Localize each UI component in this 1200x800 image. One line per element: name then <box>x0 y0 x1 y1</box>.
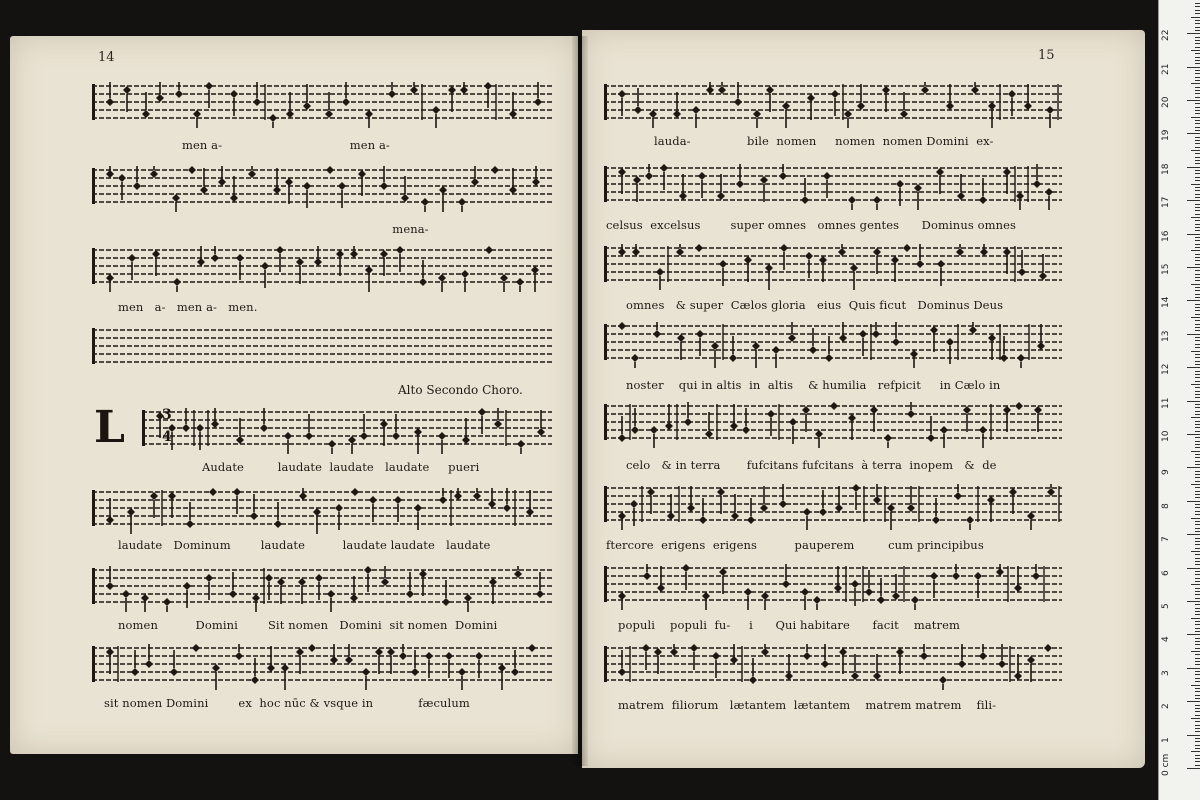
book-gutter <box>572 36 588 766</box>
ruler-minor-tick <box>1195 20 1200 21</box>
time-signature-bottom: 4 <box>162 429 172 445</box>
page-number-right: 15 <box>1038 48 1055 63</box>
ruler-minor-tick <box>1195 290 1200 291</box>
ruler-minor-tick <box>1195 424 1200 425</box>
ruler-minor-tick <box>1195 190 1200 191</box>
ruler-label: 3 <box>1161 670 1171 676</box>
music-staff <box>604 82 1062 128</box>
ruler-minor-tick <box>1195 454 1200 455</box>
ruler-minor-tick <box>1195 414 1200 415</box>
ruler-minor-tick <box>1195 541 1200 542</box>
left-lyric-7: sit nomen Domini ex hoc nūc & vsque in fæculum <box>104 696 470 710</box>
ruler-minor-tick <box>1195 477 1200 478</box>
ruler-minor-tick <box>1195 561 1200 562</box>
ruler-minor-tick <box>1195 464 1200 465</box>
ruler-tick <box>1187 367 1200 368</box>
ruler-minor-tick <box>1195 574 1200 575</box>
ruler-minor-tick <box>1195 554 1200 555</box>
ruler-label: 5 <box>1161 603 1171 609</box>
ruler-minor-tick <box>1195 177 1200 178</box>
ruler-minor-tick <box>1195 310 1200 311</box>
ruler-minor-tick <box>1195 73 1200 74</box>
ruler-minor-tick <box>1195 705 1200 706</box>
ruler-tick <box>1187 334 1200 335</box>
right-lyric-1: lauda- bile nomen nomen nomen Domini ex- <box>654 134 994 148</box>
ruler-minor-tick <box>1195 297 1200 298</box>
ruler-tick <box>1187 434 1200 435</box>
ruler-minor-tick <box>1195 13 1200 14</box>
ruler-minor-tick <box>1191 50 1200 51</box>
ruler-minor-tick <box>1195 361 1200 362</box>
ruler-minor-tick <box>1195 447 1200 448</box>
ruler-minor-tick <box>1195 40 1200 41</box>
ruler-minor-tick <box>1195 461 1200 462</box>
ruler-minor-tick <box>1195 377 1200 378</box>
ruler-minor-tick <box>1195 604 1200 605</box>
ruler-minor-tick <box>1195 594 1200 595</box>
ruler-tick <box>1187 735 1200 736</box>
right-lyric-5: celo & in terra fufcitans fufcitans à terra inopem & de <box>626 458 997 472</box>
ruler-minor-tick <box>1195 628 1200 629</box>
ruler-minor-tick <box>1191 551 1200 552</box>
music-staff <box>92 82 552 128</box>
ruler-minor-tick <box>1195 107 1200 108</box>
ruler-minor-tick <box>1195 90 1200 91</box>
ruler-minor-tick <box>1191 217 1200 218</box>
ruler-minor-tick <box>1195 521 1200 522</box>
ruler-minor-tick <box>1195 708 1200 709</box>
ruler-minor-tick <box>1195 507 1200 508</box>
ruler-minor-tick <box>1195 220 1200 221</box>
ruler-label: 12 <box>1161 363 1171 376</box>
ruler-minor-tick <box>1191 317 1200 318</box>
ruler-minor-tick <box>1195 180 1200 181</box>
ruler-minor-tick <box>1195 721 1200 722</box>
ruler-minor-tick <box>1195 411 1200 412</box>
right-lyric-4: noster qui in altis in altis & humilia refpicit in Cælo in <box>626 378 1001 392</box>
ruler-minor-tick <box>1195 711 1200 712</box>
ruler-minor-tick <box>1191 417 1200 418</box>
ruler-minor-tick <box>1195 43 1200 44</box>
right-lyric-2: celsus excelsus super omnes omnes gentes Dominus omnes <box>606 218 1017 232</box>
ruler-tick <box>1187 534 1200 535</box>
ruler-minor-tick <box>1195 170 1200 171</box>
ruler-tick <box>1187 200 1200 201</box>
ruler-minor-tick <box>1195 63 1200 64</box>
ruler-minor-tick <box>1195 421 1200 422</box>
ruler-minor-tick <box>1195 371 1200 372</box>
ruler-minor-tick <box>1195 397 1200 398</box>
ruler-minor-tick <box>1195 765 1200 766</box>
ruler-minor-tick <box>1195 738 1200 739</box>
ruler-minor-tick <box>1195 664 1200 665</box>
ruler-minor-tick <box>1191 17 1200 18</box>
ruler-minor-tick <box>1195 381 1200 382</box>
music-staff <box>92 246 552 292</box>
ruler-minor-tick <box>1195 504 1200 505</box>
ruler-label: 2 <box>1161 703 1171 710</box>
ruler-label: 9 <box>1161 469 1171 476</box>
ruler-minor-tick <box>1195 320 1200 321</box>
ruler-label: 4 <box>1161 636 1171 643</box>
ruler-minor-tick <box>1195 654 1200 655</box>
ruler-minor-tick <box>1195 344 1200 345</box>
ruler-minor-tick <box>1191 351 1200 352</box>
ruler-minor-tick <box>1195 330 1200 331</box>
ruler-minor-tick <box>1195 431 1200 432</box>
ruler-label: 15 <box>1161 263 1171 275</box>
ruler-minor-tick <box>1191 718 1200 719</box>
ruler-minor-tick <box>1195 93 1200 94</box>
ruler-label: 8 <box>1161 503 1171 509</box>
ruler-minor-tick <box>1195 260 1200 261</box>
left-lyric-1: men a- men a- <box>182 138 390 152</box>
left-lyric-2: mena- <box>182 222 429 236</box>
ruler-minor-tick <box>1195 47 1200 48</box>
ruler-tick <box>1187 467 1200 468</box>
ruler-tick <box>1187 401 1200 402</box>
ruler-minor-tick <box>1195 314 1200 315</box>
ruler-minor-tick <box>1195 143 1200 144</box>
ruler-minor-tick <box>1195 364 1200 365</box>
ruler-minor-tick <box>1195 681 1200 682</box>
ruler-minor-tick <box>1195 277 1200 278</box>
ruler-minor-tick <box>1195 340 1200 341</box>
ruler-label: 13 <box>1161 330 1171 342</box>
ruler-minor-tick <box>1195 197 1200 198</box>
ruler-minor-tick <box>1195 614 1200 615</box>
ruler-minor-tick <box>1195 270 1200 271</box>
ruler-minor-tick <box>1191 651 1200 652</box>
ruler-minor-tick <box>1195 354 1200 355</box>
ruler-label: 18 <box>1161 163 1171 175</box>
measuring-ruler <box>1158 0 1200 800</box>
music-staff <box>604 484 1062 530</box>
left-lyric-3: men a- men a- men. <box>118 300 258 314</box>
ruler-tick <box>1187 701 1200 702</box>
ruler-minor-tick <box>1195 758 1200 759</box>
ruler-minor-tick <box>1191 751 1200 752</box>
music-staff <box>604 322 1062 368</box>
ruler-minor-tick <box>1195 514 1200 515</box>
ruler-minor-tick <box>1191 117 1200 118</box>
ruler-minor-tick <box>1195 23 1200 24</box>
ruler-minor-tick <box>1195 347 1200 348</box>
ruler-minor-tick <box>1195 77 1200 78</box>
ruler-minor-tick <box>1195 160 1200 161</box>
ruler-minor-tick <box>1195 307 1200 308</box>
ruler-minor-tick <box>1195 123 1200 124</box>
ruler-minor-tick <box>1195 394 1200 395</box>
ruler-minor-tick <box>1195 157 1200 158</box>
ruler-minor-tick <box>1195 391 1200 392</box>
ruler-minor-tick <box>1195 441 1200 442</box>
ruler-minor-tick <box>1195 257 1200 258</box>
ruler-minor-tick <box>1195 624 1200 625</box>
ruler-minor-tick <box>1195 103 1200 104</box>
ruler-label: 17 <box>1161 196 1171 209</box>
ruler-minor-tick <box>1195 210 1200 211</box>
ruler-minor-tick <box>1195 678 1200 679</box>
initial-letter: L <box>94 402 125 453</box>
ruler-minor-tick <box>1195 147 1200 148</box>
ruler-minor-tick <box>1195 110 1200 111</box>
ruler-tick <box>1187 100 1200 101</box>
ruler-label: 0 cm <box>1161 753 1171 776</box>
ruler-minor-tick <box>1195 491 1200 492</box>
ruler-minor-tick <box>1195 163 1200 164</box>
ruler-minor-tick <box>1195 80 1200 81</box>
ruler-minor-tick <box>1195 725 1200 726</box>
ruler-label: 22 <box>1161 29 1171 42</box>
ruler-minor-tick <box>1191 83 1200 84</box>
section-title: Alto Secondo Choro. <box>398 383 523 397</box>
ruler-minor-tick <box>1195 357 1200 358</box>
left-lyric-6: nomen Domini Sit nomen Domini sit nomen Domini <box>118 618 498 632</box>
ruler-minor-tick <box>1195 578 1200 579</box>
ruler-minor-tick <box>1195 224 1200 225</box>
ruler-tick <box>1187 300 1200 301</box>
ruler-label: 7 <box>1161 536 1171 543</box>
ruler-minor-tick <box>1195 688 1200 689</box>
music-staff <box>92 166 552 212</box>
ruler-minor-tick <box>1195 57 1200 58</box>
ruler-tick <box>1187 167 1200 168</box>
ruler-minor-tick <box>1195 608 1200 609</box>
ruler-minor-tick <box>1195 731 1200 732</box>
ruler-minor-tick <box>1195 437 1200 438</box>
ruler-tick <box>1187 501 1200 502</box>
ruler-tick <box>1187 33 1200 34</box>
ruler-minor-tick <box>1195 524 1200 525</box>
ruler-minor-tick <box>1191 184 1200 185</box>
ruler-minor-tick <box>1195 294 1200 295</box>
ruler-minor-tick <box>1195 214 1200 215</box>
ruler-minor-tick <box>1195 715 1200 716</box>
ruler-minor-tick <box>1191 584 1200 585</box>
ruler-tick <box>1187 133 1200 134</box>
ruler-minor-tick <box>1195 648 1200 649</box>
ruler-minor-tick <box>1195 127 1200 128</box>
ruler-tick <box>1187 634 1200 635</box>
ruler-minor-tick <box>1195 287 1200 288</box>
ruler-minor-tick <box>1195 658 1200 659</box>
ruler-minor-tick <box>1195 304 1200 305</box>
ruler-minor-tick <box>1195 327 1200 328</box>
ruler-minor-tick <box>1195 638 1200 639</box>
ruler-label: 14 <box>1161 296 1171 309</box>
ruler-minor-tick <box>1195 387 1200 388</box>
ruler-minor-tick <box>1191 250 1200 251</box>
ruler-minor-tick <box>1195 487 1200 488</box>
ruler-minor-tick <box>1191 685 1200 686</box>
time-signature-top: 3 <box>162 407 172 423</box>
ruler-minor-tick <box>1195 274 1200 275</box>
ruler-label: 1 <box>1161 736 1171 743</box>
ruler-minor-tick <box>1195 544 1200 545</box>
ruler-minor-tick <box>1195 280 1200 281</box>
ruler-minor-tick <box>1195 264 1200 265</box>
ruler-minor-tick <box>1195 598 1200 599</box>
ruler-minor-tick <box>1195 497 1200 498</box>
music-staff <box>92 566 552 612</box>
right-lyric-6: ftercore erigens erigens pauperem cum principibus <box>606 538 984 552</box>
ruler-tick <box>1187 668 1200 669</box>
ruler-minor-tick <box>1195 494 1200 495</box>
ruler-minor-tick <box>1195 137 1200 138</box>
ruler-minor-tick <box>1191 284 1200 285</box>
ruler-label: 20 <box>1161 96 1171 108</box>
ruler-minor-tick <box>1195 27 1200 28</box>
ruler-minor-tick <box>1195 511 1200 512</box>
ruler-minor-tick <box>1195 3 1200 4</box>
ruler-minor-tick <box>1195 70 1200 71</box>
ruler-minor-tick <box>1195 247 1200 248</box>
ruler-tick <box>1187 267 1200 268</box>
ruler-minor-tick <box>1195 120 1200 121</box>
ruler-minor-tick <box>1191 150 1200 151</box>
music-staff <box>604 244 1062 290</box>
ruler-label: 19 <box>1161 129 1171 142</box>
ruler-minor-tick <box>1195 207 1200 208</box>
music-staff <box>604 644 1062 690</box>
ruler-minor-tick <box>1195 244 1200 245</box>
ruler-minor-tick <box>1195 337 1200 338</box>
ruler-minor-tick <box>1195 87 1200 88</box>
ruler-minor-tick <box>1195 741 1200 742</box>
ruler-minor-tick <box>1195 130 1200 131</box>
ruler-minor-tick <box>1195 481 1200 482</box>
ruler-minor-tick <box>1195 37 1200 38</box>
ruler-minor-tick <box>1195 695 1200 696</box>
ruler-minor-tick <box>1195 240 1200 241</box>
ruler-minor-tick <box>1195 548 1200 549</box>
ruler-minor-tick <box>1191 518 1200 519</box>
ruler-minor-tick <box>1195 748 1200 749</box>
ruler-tick <box>1187 601 1200 602</box>
ruler-minor-tick <box>1195 698 1200 699</box>
ruler-minor-tick <box>1195 97 1200 98</box>
music-staff <box>604 402 1062 448</box>
ruler-minor-tick <box>1195 691 1200 692</box>
ruler-label: 16 <box>1161 230 1171 242</box>
ruler-minor-tick <box>1195 671 1200 672</box>
ruler-minor-tick <box>1195 674 1200 675</box>
ruler-minor-tick <box>1195 407 1200 408</box>
page-number-left: 14 <box>98 50 115 65</box>
ruler-minor-tick <box>1195 187 1200 188</box>
ruler-minor-tick <box>1195 153 1200 154</box>
ruler-minor-tick <box>1195 457 1200 458</box>
ruler-tick <box>1187 67 1200 68</box>
ruler-minor-tick <box>1195 204 1200 205</box>
right-lyric-7: populi populi fu- i Qui habitare facit matrem <box>618 618 961 632</box>
ruler-minor-tick <box>1195 254 1200 255</box>
ruler-minor-tick <box>1195 53 1200 54</box>
right-lyric-8: matrem filiorum lætantem lætantem matrem matrem fili- <box>618 698 997 712</box>
ruler-minor-tick <box>1195 6 1200 7</box>
ruler-minor-tick <box>1195 140 1200 141</box>
ruler-minor-tick <box>1191 484 1200 485</box>
ruler-minor-tick <box>1195 538 1200 539</box>
ruler-minor-tick <box>1195 113 1200 114</box>
ruler-minor-tick <box>1195 761 1200 762</box>
ruler-minor-tick <box>1195 631 1200 632</box>
ruler-minor-tick <box>1195 581 1200 582</box>
ruler-minor-tick <box>1195 230 1200 231</box>
ruler-minor-tick <box>1195 571 1200 572</box>
ruler-minor-tick <box>1195 745 1200 746</box>
ruler-minor-tick <box>1195 444 1200 445</box>
ruler-label: 10 <box>1161 430 1171 442</box>
ruler-minor-tick <box>1195 227 1200 228</box>
ruler-minor-tick <box>1195 621 1200 622</box>
ruler-minor-tick <box>1195 10 1200 11</box>
ruler-minor-tick <box>1195 528 1200 529</box>
ruler-minor-tick <box>1195 30 1200 31</box>
ruler-minor-tick <box>1195 374 1200 375</box>
ruler-tick <box>1187 568 1200 569</box>
ruler-minor-tick <box>1191 618 1200 619</box>
ruler-minor-tick <box>1195 591 1200 592</box>
ruler-minor-tick <box>1195 173 1200 174</box>
right-lyric-3: omnes & super Cælos gloria eius Quis ficut Dominus Deus <box>626 298 1004 312</box>
ruler-minor-tick <box>1195 558 1200 559</box>
music-staff <box>92 326 552 372</box>
ruler-minor-tick <box>1195 588 1200 589</box>
ruler-tick <box>1187 234 1200 235</box>
ruler-minor-tick <box>1195 641 1200 642</box>
ruler-minor-tick <box>1191 384 1200 385</box>
ruler-minor-tick <box>1195 60 1200 61</box>
ruler-label: 11 <box>1161 397 1171 409</box>
ruler-minor-tick <box>1195 404 1200 405</box>
music-staff <box>92 644 552 690</box>
ruler-minor-tick <box>1195 755 1200 756</box>
ruler-minor-tick <box>1195 237 1200 238</box>
music-staff <box>142 408 552 454</box>
ruler-minor-tick <box>1195 661 1200 662</box>
music-staff <box>92 488 552 534</box>
ruler-minor-tick <box>1195 474 1200 475</box>
left-lyric-4: Audate laudate laudate laudate pueri <box>202 460 480 474</box>
music-staff <box>604 564 1062 610</box>
ruler-label: 21 <box>1161 63 1171 75</box>
ruler-minor-tick <box>1195 728 1200 729</box>
ruler-minor-tick <box>1195 471 1200 472</box>
ruler-minor-tick <box>1195 427 1200 428</box>
ruler-minor-tick <box>1195 611 1200 612</box>
ruler-tick <box>1187 768 1200 769</box>
ruler-minor-tick <box>1191 451 1200 452</box>
ruler-minor-tick <box>1195 644 1200 645</box>
ruler-minor-tick <box>1195 531 1200 532</box>
ruler-label: 6 <box>1161 569 1171 576</box>
ruler-minor-tick <box>1195 324 1200 325</box>
ruler-minor-tick <box>1195 194 1200 195</box>
ruler-minor-tick <box>1195 564 1200 565</box>
left-lyric-5: laudate Dominum laudate laudate laudate laudate <box>118 538 491 552</box>
music-staff <box>604 164 1062 210</box>
